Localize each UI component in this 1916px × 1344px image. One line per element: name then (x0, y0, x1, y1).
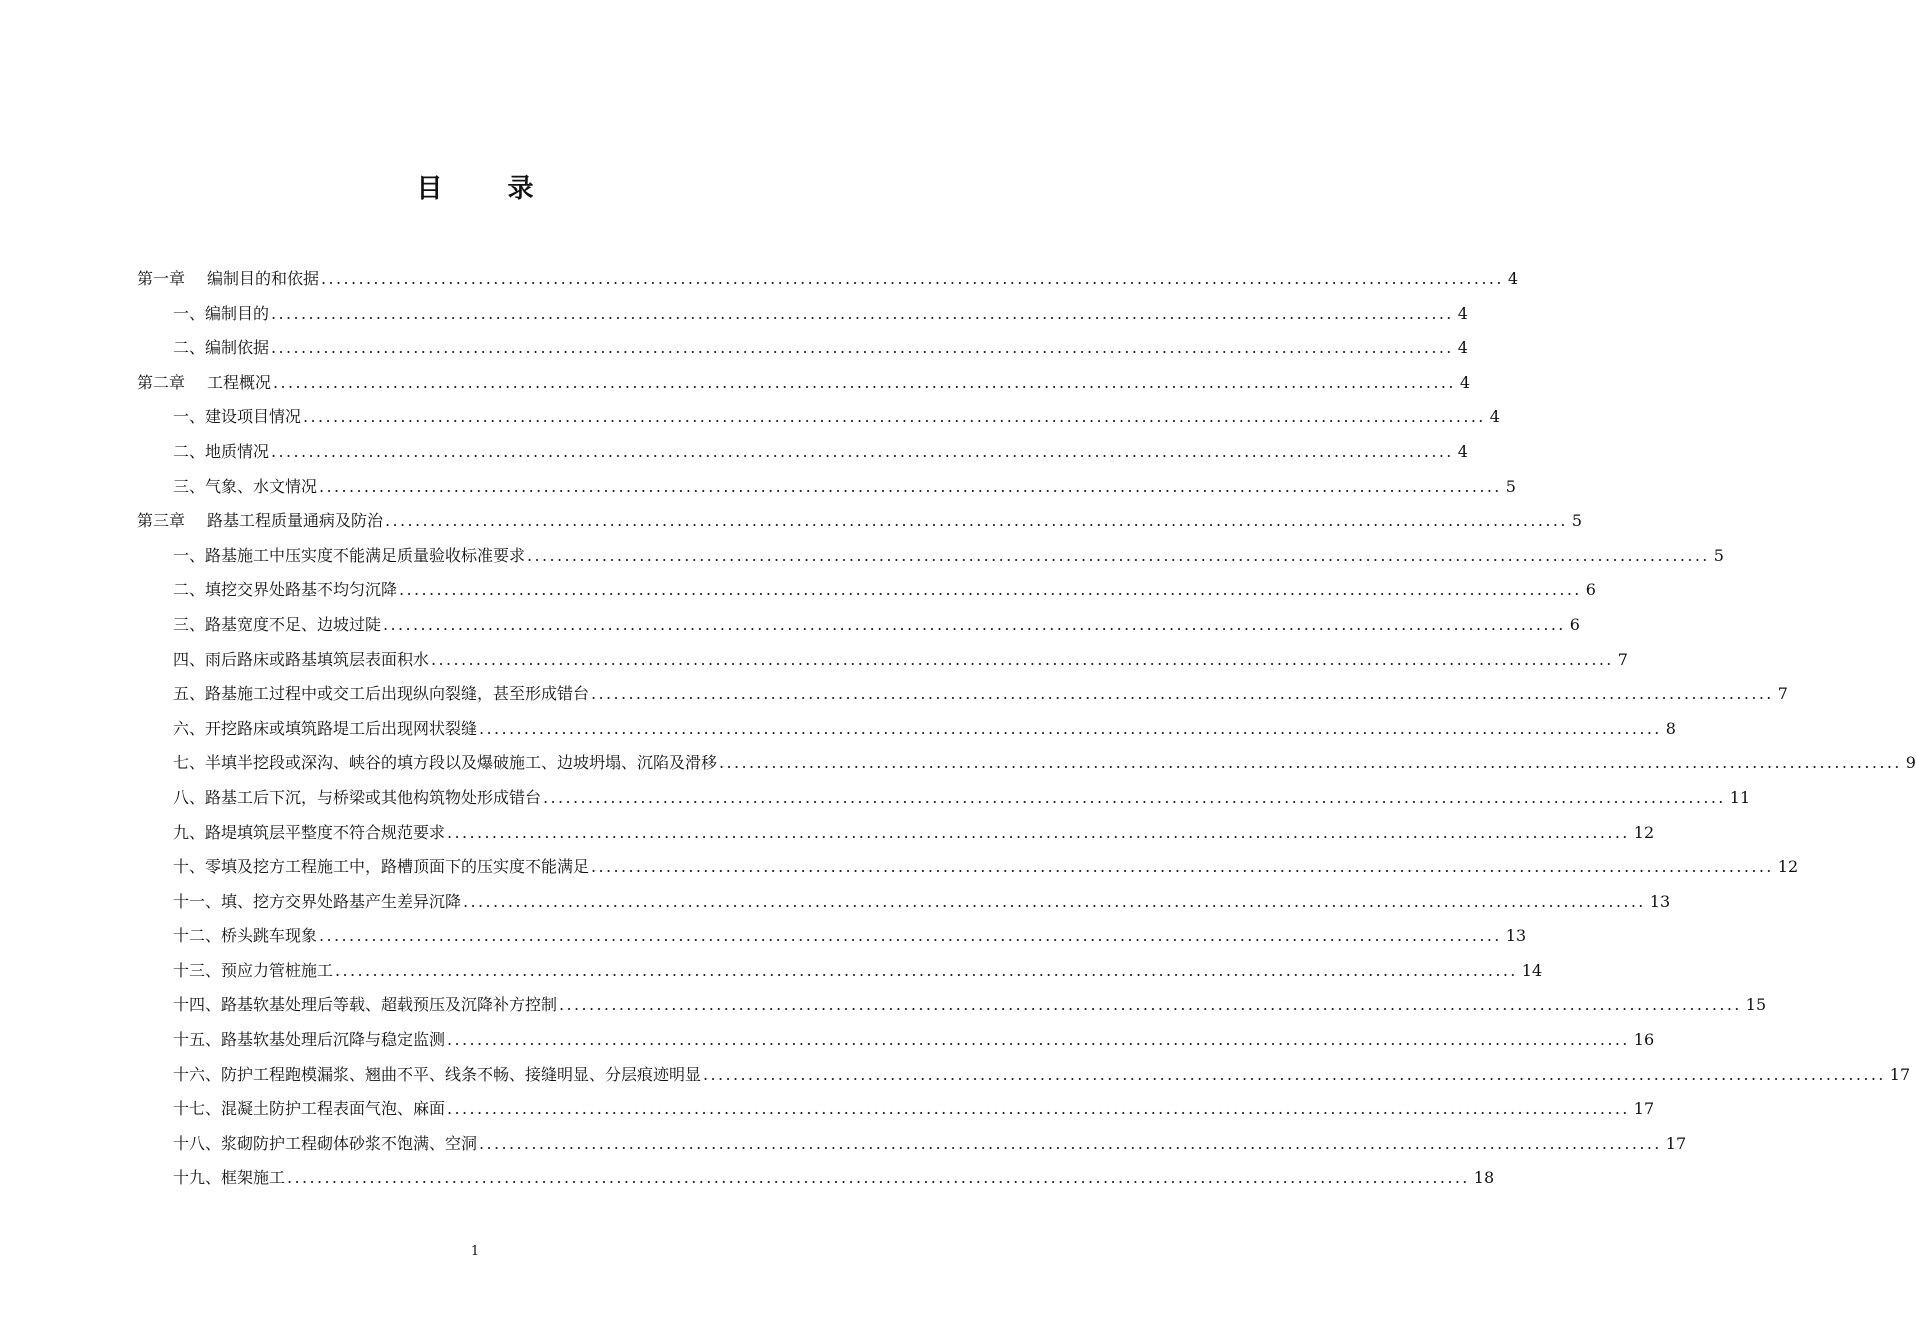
toc-page-number: 5 (1505, 476, 1516, 496)
dot-leader: .............................................................................................................................................................. (479, 1133, 1662, 1153)
dot-leader: .............................................................................................................................................................. (271, 338, 1454, 358)
toc-entry[interactable] (137, 1161, 1495, 1196)
dot-leader: .............................................................................................................................................................. (431, 649, 1614, 669)
toc-entry[interactable] (137, 539, 1724, 574)
toc-entry-title (173, 988, 557, 1023)
toc-entry[interactable] (137, 366, 1470, 401)
toc-entry-text: 十五、路基软基处理后沉降与稳定监测 (173, 1030, 446, 1050)
dot-leader: .............................................................................................................................................................. (559, 995, 1742, 1015)
toc-entry-title (173, 331, 269, 366)
toc-entry-text: 十一、填、挖方交界处路基产生差异沉降 (173, 891, 462, 911)
toc-entry[interactable] (137, 919, 1527, 954)
dot-leader: .............................................................................................................................................................. (319, 926, 1502, 946)
toc-entry[interactable] (137, 297, 1468, 332)
toc-entry[interactable] (137, 988, 1767, 1023)
dot-leader: .............................................................................................................................................................. (383, 614, 1566, 634)
toc-entry-title (173, 746, 717, 781)
toc-page-number: 5 (1571, 511, 1582, 531)
dot-leader: .............................................................................................................................................................. (543, 787, 1726, 807)
dot-leader: .............................................................................................................................................................. (527, 545, 1710, 565)
toc-entry[interactable] (137, 781, 1751, 816)
toc-entry-text: 十三、预应力管桩施工 (173, 960, 334, 980)
toc-entry-title (173, 919, 317, 954)
toc-page-number: 16 (1633, 1030, 1655, 1050)
toc-page-number: 11 (1729, 787, 1751, 807)
toc-entry[interactable] (137, 954, 1543, 989)
toc-entry-text: 三、气象、水文情况 (173, 476, 318, 496)
toc-entry[interactable] (137, 677, 1788, 712)
toc-entry-title (173, 539, 525, 574)
toc-entry-text: 一、路基施工中压实度不能满足质量验收标准要求 (173, 545, 526, 565)
toc-entry-text: 路基工程质量通病及防治 (207, 511, 384, 531)
toc-entry[interactable] (137, 470, 1516, 505)
toc-entry-text: 十四、路基软基处理后等载、超载预压及沉降补方控制 (173, 995, 558, 1015)
toc-page-number: 6 (1569, 614, 1580, 634)
toc-entry-text: 一、建设项目情况 (173, 407, 302, 427)
dot-leader: .............................................................................................................................................................. (591, 857, 1774, 877)
dot-leader: .............................................................................................................................................................. (321, 269, 1504, 288)
toc-entry-title (173, 1127, 477, 1162)
toc-entry-title (173, 1092, 445, 1127)
toc-entry-title (173, 1161, 285, 1196)
toc-entry-text: 十七、混凝土防护工程表面气泡、麻面 (173, 1099, 446, 1119)
toc-entry[interactable] (137, 400, 1500, 435)
dot-leader: .............................................................................................................................................................. (319, 476, 1502, 496)
toc-entry-title (173, 297, 269, 332)
toc-entry-title (173, 643, 429, 678)
dot-leader: .............................................................................................................................................................. (591, 684, 1774, 704)
toc-entry-text: 工程概况 (207, 372, 272, 392)
toc-page-number: 8 (1665, 718, 1676, 738)
toc-entry-text: 五、路基施工过程中或交工后出现纵向裂缝，甚至形成错台 (173, 684, 590, 704)
dot-leader: .............................................................................................................................................................. (703, 1064, 1886, 1084)
toc-entry[interactable] (137, 573, 1596, 608)
page-title: 目 录 (416, 174, 562, 204)
toc-entry-text: 十九、框架施工 (173, 1168, 286, 1188)
toc-entry-title (173, 712, 477, 747)
toc-entry-text: 十八、浆砌防护工程砌体砂浆不饱满、空洞 (173, 1133, 478, 1153)
toc-entry-text: 八、路基工后下沉，与桥梁或其他构筑物处形成错台 (173, 787, 542, 807)
dot-leader: .............................................................................................................................................................. (271, 303, 1454, 323)
toc-entry-text: 六、开挖路床或填筑路堤工后出现网状裂缝 (173, 718, 478, 738)
toc-entry[interactable] (137, 262, 1518, 297)
toc-entry-title (173, 573, 397, 608)
toc-entry-text: 十、零填及挖方工程施工中，路槽顶面下的压实度不能满足 (173, 857, 590, 877)
toc-entry[interactable] (137, 1092, 1655, 1127)
toc-entry-text: 二、填挖交界处路基不均匀沉降 (173, 580, 398, 600)
toc-page-number: 18 (1473, 1168, 1495, 1188)
toc-entry-title (173, 816, 445, 851)
toc-entry-text: 七、半填半挖段或深沟、峡谷的填方段以及爆破施工、边坡坍塌、沉陷及滑移 (173, 753, 718, 773)
dot-leader: .............................................................................................................................................................. (385, 511, 1568, 531)
dot-leader: .............................................................................................................................................................. (273, 372, 1456, 392)
toc-entry-title (173, 954, 333, 989)
toc-entry[interactable] (137, 850, 1799, 885)
toc-entry-title (173, 1023, 445, 1058)
toc-entry[interactable] (137, 885, 1671, 920)
toc-entry-title (173, 677, 589, 712)
dot-leader: .............................................................................................................................................................. (463, 891, 1646, 911)
toc-entry[interactable] (137, 331, 1468, 366)
toc-entry[interactable] (137, 608, 1580, 643)
toc-page-number: 9 (1905, 753, 1916, 773)
toc-page-number: 13 (1505, 926, 1527, 946)
toc-page-number: 14 (1521, 960, 1543, 980)
toc-entry-title (137, 366, 271, 401)
toc-entry-title (173, 1058, 701, 1093)
toc-entry-title (173, 885, 461, 920)
toc-entry-text: 九、路堤填筑层平整度不符合规范要求 (173, 822, 446, 842)
toc-chapter-number: 第一章 (137, 269, 186, 288)
toc-chapter-number: 第二章 (137, 372, 186, 392)
toc-entry[interactable] (137, 643, 1628, 678)
page-number: 1 (470, 1244, 480, 1259)
dot-leader: .............................................................................................................................................................. (447, 1030, 1630, 1050)
dot-leader: .............................................................................................................................................................. (479, 718, 1662, 738)
table-of-contents (137, 262, 1916, 1196)
toc-entry-text: 一、编制目的 (173, 303, 270, 323)
toc-entry-title (173, 400, 301, 435)
toc-entry-text: 三、路基宽度不足、边坡过陡 (173, 614, 382, 634)
toc-entry-title (137, 262, 319, 297)
toc-entry-title (173, 470, 317, 505)
toc-entry-text: 十六、防护工程跑模漏浆、翘曲不平、线条不畅、接缝明显、分层痕迹明显 (173, 1064, 702, 1084)
toc-page-number: 4 (1459, 372, 1470, 392)
toc-page-number: 17 (1633, 1099, 1655, 1119)
toc-page-number: 4 (1457, 441, 1468, 461)
toc-entry-text: 四、雨后路床或路基填筑层表面积水 (173, 649, 430, 669)
toc-chapter-number: 第三章 (137, 511, 186, 531)
dot-leader: .............................................................................................................................................................. (335, 960, 1518, 980)
toc-page-number: 12 (1633, 822, 1655, 842)
dot-leader: .............................................................................................................................................................. (447, 822, 1630, 842)
toc-entry[interactable] (137, 1058, 1911, 1093)
toc-page-number: 7 (1617, 649, 1628, 669)
toc-entry-text: 二、编制依据 (173, 338, 270, 358)
toc-entry-title (173, 850, 589, 885)
dot-leader: .............................................................................................................................................................. (303, 407, 1486, 427)
toc-entry[interactable] (137, 435, 1468, 470)
toc-page-number: 12 (1777, 857, 1799, 877)
toc-page-number: 17 (1889, 1064, 1911, 1084)
toc-entry[interactable] (137, 1023, 1655, 1058)
dot-leader: .............................................................................................................................................................. (287, 1168, 1470, 1188)
toc-entry-text: 二、地质情况 (173, 441, 270, 461)
toc-page-number: 17 (1665, 1133, 1687, 1153)
toc-entry[interactable] (137, 816, 1655, 851)
toc-page-number: 6 (1585, 580, 1596, 600)
toc-page-number: 15 (1745, 995, 1767, 1015)
toc-entry-text: 十二、桥头跳车现象 (173, 926, 318, 946)
toc-entry[interactable] (137, 712, 1676, 747)
toc-page-number: 4 (1489, 407, 1500, 427)
toc-page-number: 13 (1649, 891, 1671, 911)
toc-entry[interactable] (137, 746, 1916, 781)
dot-leader: .............................................................................................................................................................. (719, 753, 1902, 773)
dot-leader: .............................................................................................................................................................. (399, 580, 1582, 600)
toc-entry-title (173, 781, 541, 816)
toc-entry-title (173, 435, 269, 470)
dot-leader: .............................................................................................................................................................. (271, 441, 1454, 461)
toc-entry[interactable] (137, 1127, 1687, 1162)
toc-page-number: 7 (1777, 684, 1788, 704)
toc-entry-title (137, 504, 383, 539)
toc-entry-text: 编制目的和依据 (207, 269, 320, 288)
toc-page-number: 5 (1713, 545, 1724, 565)
toc-entry[interactable] (137, 504, 1582, 539)
dot-leader: .............................................................................................................................................................. (447, 1099, 1630, 1119)
toc-page-number: 4 (1507, 269, 1518, 288)
toc-page-number: 4 (1457, 303, 1468, 323)
toc-page-number: 4 (1457, 338, 1468, 358)
toc-entry-title (173, 608, 381, 643)
